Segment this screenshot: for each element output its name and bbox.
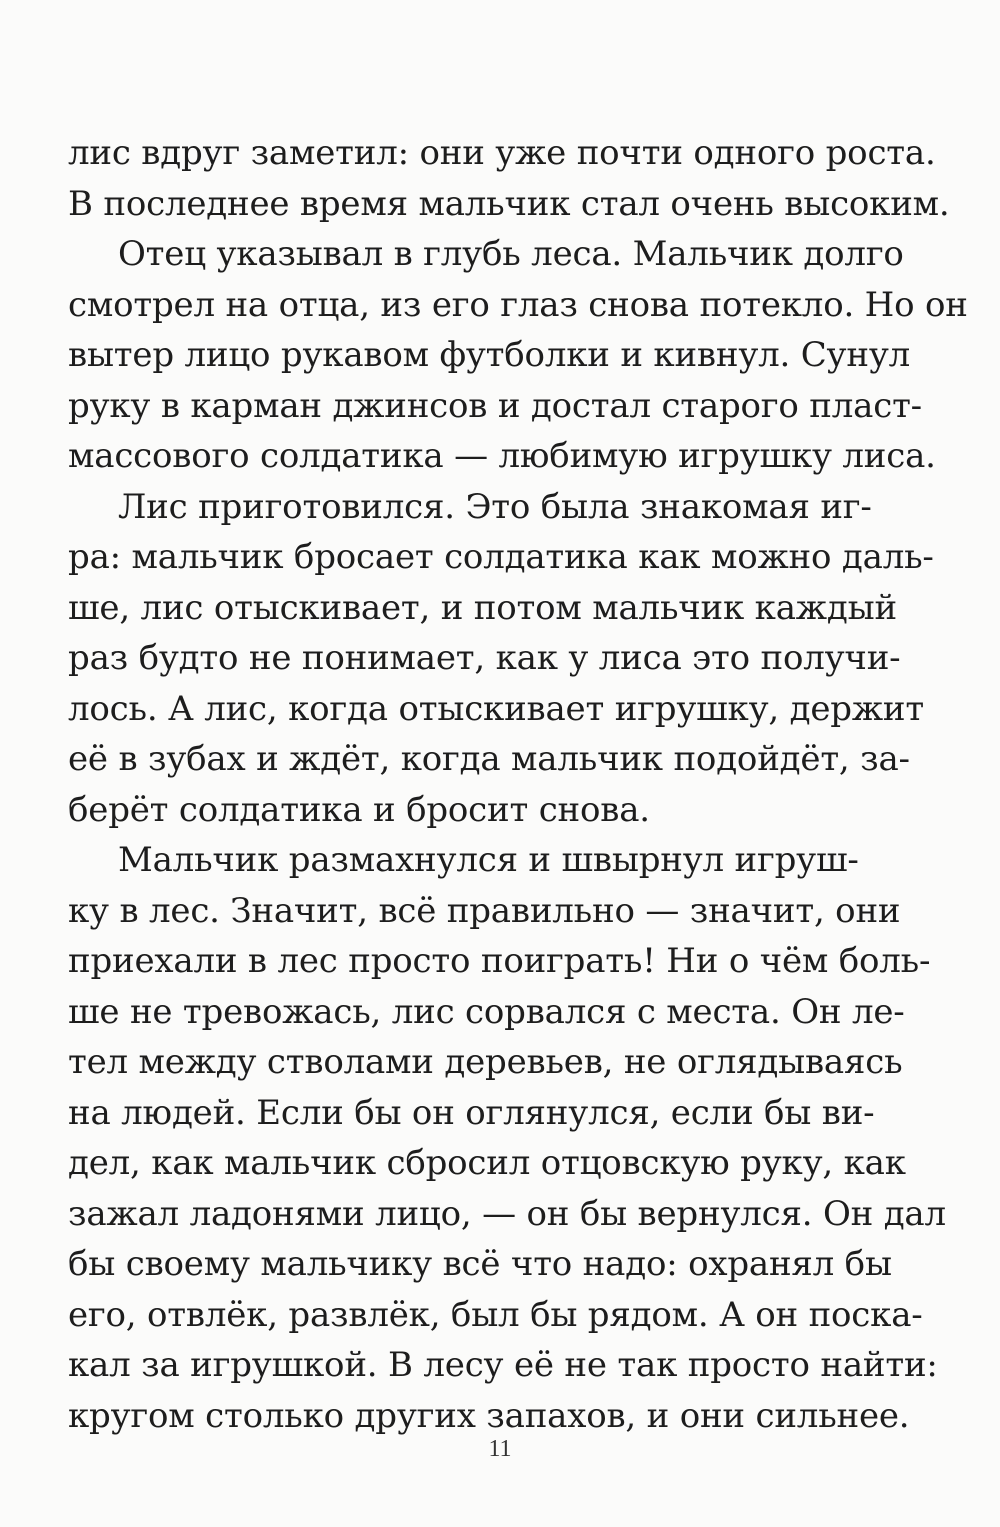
paragraph-2 <box>68 229 968 482</box>
text-line: смотрел на отца, из его глаз снова потекло. Но он <box>68 284 968 325</box>
text-line: раз будто не понимает, как у лиса это получи- <box>68 638 901 678</box>
text-line: руку в карман джинсов и достал старого пласт- <box>68 385 922 426</box>
text-line: лось. А лис, когда отыскивает игрушку, держит <box>68 688 924 729</box>
text-line: Лис приготовился. Это была знакомая иг- <box>118 486 872 527</box>
text-line: вытер лицо рукавом футболки и кивнул. Сунул <box>68 335 911 375</box>
text-line: Отец указывал в глубь леса. Мальчик долго <box>118 234 904 274</box>
paragraph-3 <box>68 482 934 836</box>
page-number: 11 <box>488 1436 512 1462</box>
text-line: Мальчик размахнулся и швырнул игруш- <box>118 840 859 880</box>
paragraph-1 <box>68 128 950 229</box>
text-line: кал за игрушкой. В лесу её не так просто найти: <box>68 1345 938 1385</box>
text-line: приехали в лес просто поиграть! Ни о чём боль- <box>68 941 931 981</box>
text-line: бы своему мальчику всё что надо: охранял бы <box>68 1244 892 1284</box>
body-text <box>68 128 968 1441</box>
text-line: берёт солдатика и бросит снова. <box>68 789 650 830</box>
text-line: зажал ладонями лицо, — он бы вернулся. Он дал <box>68 1193 946 1234</box>
text-line: массового солдатика — любимую игрушку лиса. <box>68 436 936 476</box>
text-line: дел, как мальчик сбросил отцовскую руку, как <box>68 1143 906 1183</box>
text-line: ра: мальчик бросает солдатика как можно даль- <box>68 537 934 577</box>
text-line: на людей. Если бы он оглянулся, если бы ви- <box>68 1092 875 1133</box>
text-line: её в зубах и ждёт, когда мальчик подойдёт, за- <box>68 739 910 779</box>
text-line: его, отвлёк, развлёк, был бы рядом. А он поска- <box>68 1294 923 1335</box>
text-line: лис вдруг заметил: они уже почти одного роста. <box>68 133 936 173</box>
text-line: тел между стволами деревьев, не оглядываясь <box>68 1042 903 1082</box>
text-line: кругом столько других запахов, и они сильнее. <box>68 1395 910 1436</box>
text-line: В последнее время мальчик стал очень высоким. <box>68 183 950 224</box>
text-line: ку в лес. Значит, всё правильно — значит, они <box>68 890 901 931</box>
text-line: ше, лис отыскивает, и потом мальчик каждый <box>68 587 897 628</box>
paragraph-4 <box>68 835 946 1441</box>
text-line: ше не тревожась, лис сорвался с места. Он ле- <box>68 991 905 1032</box>
